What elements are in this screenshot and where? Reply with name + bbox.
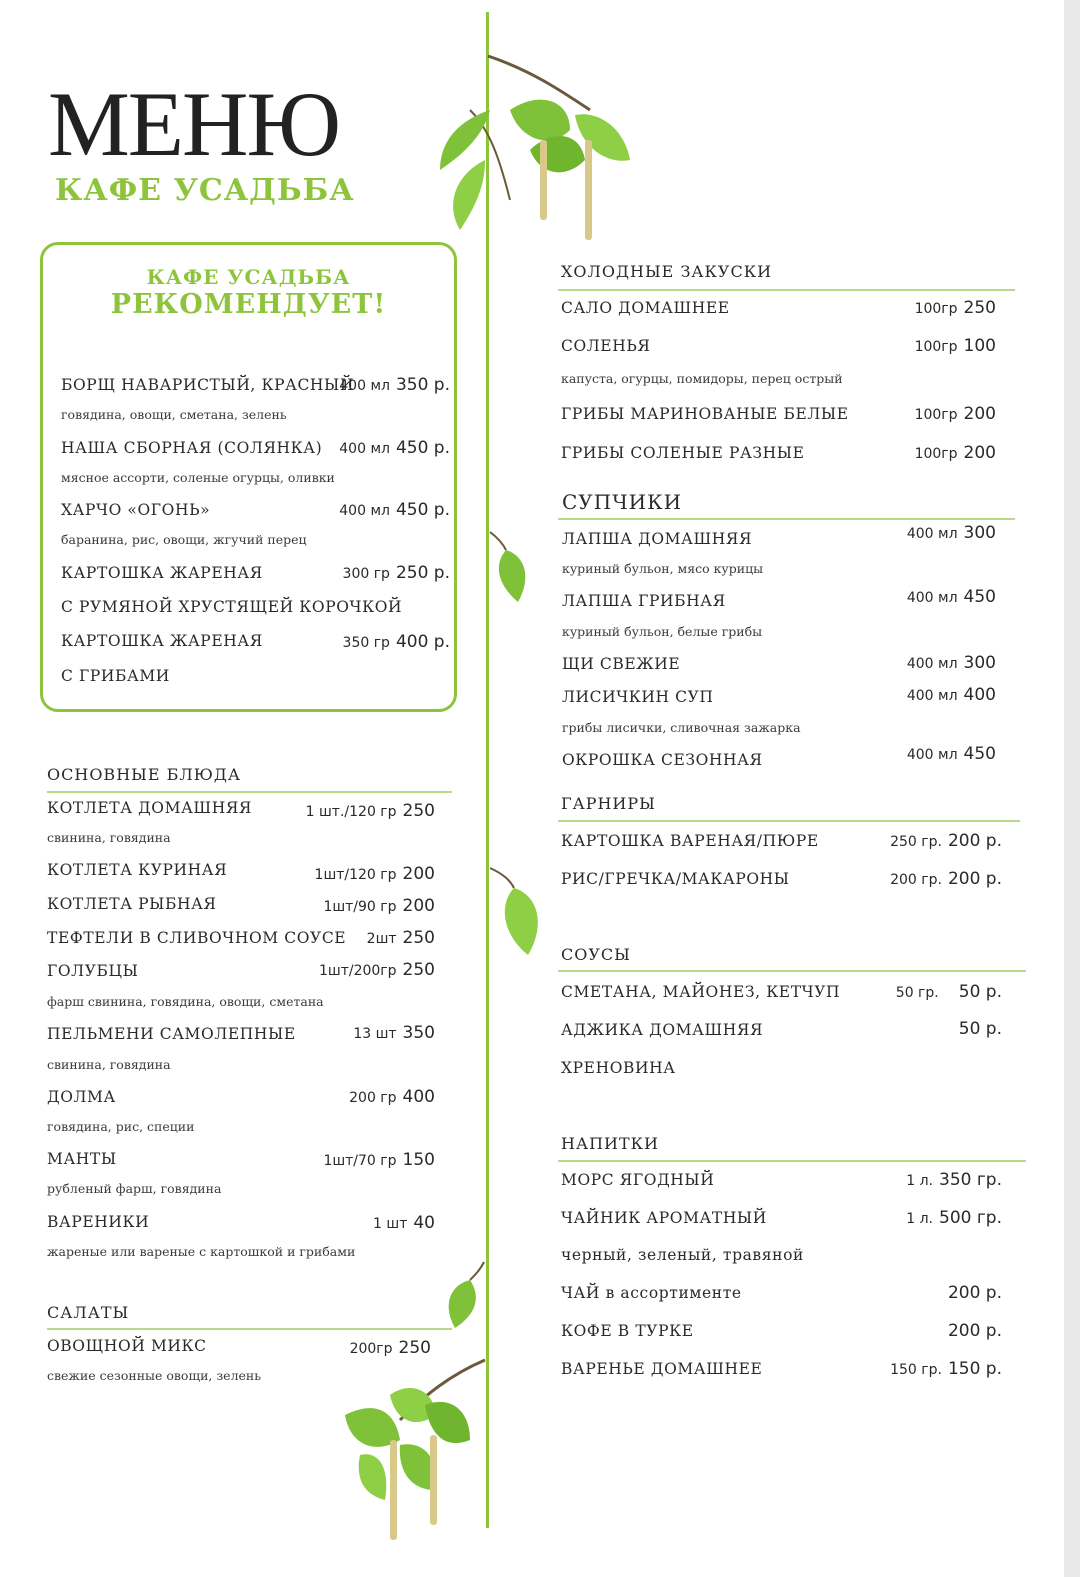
- menu-item-name: ЧАЙНИК АРОМАТНЫЙ: [561, 1209, 767, 1227]
- menu-item-price: [915, 336, 996, 356]
- menu-item-cost: 250: [402, 801, 435, 821]
- menu-item-unit: 150 гр.: [890, 1362, 942, 1378]
- menu-item-unit: 100гр: [914, 446, 958, 462]
- menu-item-price: [890, 869, 1002, 889]
- section-rule: [47, 1328, 452, 1330]
- recommend-title: РЕКОМЕНДУЕТ!: [110, 289, 387, 320]
- menu-item-desc: свинина, говядина: [47, 1057, 171, 1072]
- section-rule: [558, 289, 1015, 291]
- menu-item-name: САЛО ДОМАШНЕЕ: [561, 299, 730, 317]
- menu-item-unit: 200 гр.: [890, 872, 942, 888]
- menu-item-name: РИС/ГРЕЧКА/МАКАРОНЫ: [561, 870, 790, 888]
- section-rule: [558, 1160, 1026, 1162]
- section-rule: [558, 518, 1015, 520]
- menu-item-cost: 350: [402, 1023, 435, 1043]
- menu-item-price: [907, 685, 996, 705]
- section-rule: [558, 820, 1020, 822]
- menu-item-cost: 200: [963, 404, 996, 424]
- menu-item-name: ХАРЧО «ОГОНЬ»: [61, 501, 211, 519]
- menu-item-name: ЛИСИЧКИН СУП: [562, 688, 714, 706]
- menu-item-unit: 400 мл: [906, 656, 958, 672]
- menu-item-unit: 1шт/70 гр: [323, 1153, 397, 1169]
- menu-item-desc: куриный бульон, белые грибы: [562, 624, 763, 639]
- section-title-main: ОСНОВНЫЕ БЛЮДА: [47, 765, 241, 784]
- menu-item-name: ДОЛМА: [47, 1088, 116, 1106]
- section-title-drinks: НАПИТКИ: [561, 1134, 659, 1153]
- menu-item-price: [907, 744, 996, 764]
- menu-item-desc: свежие сезонные овощи, зелень: [47, 1368, 262, 1383]
- menu-item-unit: 250 гр.: [890, 834, 942, 850]
- section-rule: [47, 791, 452, 793]
- menu-item-name: ГРИБЫ СОЛЕНЫЕ РАЗНЫЕ: [561, 444, 805, 462]
- menu-item-price: [350, 1338, 431, 1358]
- menu-item-cost: 200 р.: [947, 831, 1002, 851]
- menu-item-desc: мясное ассорти, соленые огурцы, оливки: [61, 470, 335, 485]
- menu-item-unit: 1шт/90 гр: [323, 899, 397, 915]
- menu-item-price: [906, 1170, 1002, 1190]
- menu-item-cost: 450: [963, 744, 996, 764]
- menu-item-name: СМЕТАНА, МАЙОНЕЗ, КЕТЧУП: [561, 983, 841, 1001]
- menu-item-desc: капуста, огурцы, помидоры, перец острый: [561, 371, 843, 386]
- menu-item-cost: 200: [963, 443, 996, 463]
- menu-item-price: [323, 896, 435, 916]
- menu-item-cost: 50 р.: [958, 982, 1002, 1002]
- menu-item-unit: 1 л.: [906, 1173, 934, 1189]
- menu-item-price: [306, 801, 435, 821]
- menu-item-name: СОЛЕНЬЯ: [561, 337, 651, 355]
- menu-item-cost: 500 гр.: [939, 1208, 1002, 1228]
- menu-item-unit: 400 мл: [906, 526, 958, 542]
- menu-item-name: ЛАПША ГРИБНАЯ: [562, 592, 726, 610]
- menu-item-name: НАША СБОРНАЯ (СОЛЯНКА): [61, 439, 323, 457]
- menu-item-cost: 400 р.: [395, 632, 450, 652]
- menu-item-cost: 250 р.: [395, 563, 450, 583]
- menu-item-price: [907, 653, 996, 673]
- menu-item-price: [890, 831, 1002, 851]
- menu-item-name: черный, зеленый, травяной: [561, 1246, 804, 1264]
- menu-item-cost: 200 р.: [947, 1283, 1002, 1303]
- menu-item-desc: куриный бульон, мясо курицы: [562, 561, 764, 576]
- menu-item-name: ЩИ СВЕЖИЕ: [562, 655, 681, 673]
- menu-item-cost: 200 р.: [947, 869, 1002, 889]
- menu-item-name: МОРС ЯГОДНЫЙ: [561, 1171, 715, 1189]
- menu-item-name: ОВОЩНОЙ МИКС: [47, 1337, 207, 1355]
- menu-item-name: БОРЩ НАВАРИСТЫЙ, КРАСНЫЙ: [61, 376, 354, 394]
- menu-item-price: [907, 523, 996, 543]
- menu-item-unit: 200гр: [349, 1341, 393, 1357]
- menu-item-desc: грибы лисички, сливочная зажарка: [562, 720, 801, 735]
- menu-item-name: ОКРОШКА СЕЗОННАЯ: [562, 751, 763, 769]
- birch-branch-top-icon: [400, 50, 640, 250]
- menu-item-cost: 300: [963, 523, 996, 543]
- menu-item-desc: жареные или вареные с картошкой и грибами: [47, 1244, 356, 1259]
- menu-item-unit: 200 гр: [349, 1090, 397, 1106]
- menu-item-price: [349, 1087, 435, 1107]
- menu-item-name: ГОЛУБЦЫ: [47, 962, 139, 980]
- menu-item-price: [373, 1213, 435, 1233]
- section-rule: [558, 970, 1026, 972]
- menu-item-unit: 13 шт: [353, 1026, 397, 1042]
- cafe-name: КАФЕ УСАДЬБА: [55, 173, 355, 208]
- menu-item-price: [339, 375, 450, 395]
- menu-item-name: КОТЛЕТА КУРИНАЯ: [47, 861, 228, 879]
- menu-item-cost: 300: [963, 653, 996, 673]
- menu-item-name: КОФЕ В ТУРКЕ: [561, 1322, 694, 1340]
- menu-item-cost: 40: [413, 1213, 435, 1233]
- menu-item-price: [915, 298, 996, 318]
- menu-item-cost: 400: [963, 685, 996, 705]
- menu-item-cost: 150: [402, 1150, 435, 1170]
- menu-item-price: [323, 1150, 435, 1170]
- menu-item-price: [896, 982, 1002, 1002]
- menu-item-cost: 250: [963, 298, 996, 318]
- menu-item-name: КАРТОШКА ЖАРЕНАЯ: [61, 632, 263, 650]
- menu-item-unit: 1шт/200гр: [318, 963, 397, 979]
- section-title-soups: СУПЧИКИ: [562, 490, 683, 514]
- section-title-sides: ГАРНИРЫ: [561, 794, 656, 813]
- menu-item-unit: 100гр: [914, 339, 958, 355]
- menu-item-cost: 400: [402, 1087, 435, 1107]
- menu-item-name-line2: С РУМЯНОЙ ХРУСТЯЩЕЙ КОРОЧКОЙ: [61, 598, 403, 616]
- menu-item-unit: 400 мл: [339, 503, 390, 519]
- menu-item-price: [353, 1023, 435, 1043]
- menu-item-price: [915, 404, 996, 424]
- menu-item-price: [343, 632, 450, 652]
- menu-title: МЕНЮ: [48, 73, 339, 175]
- menu-item-unit: 100гр: [914, 301, 958, 317]
- menu-item-price: [948, 1321, 1002, 1341]
- menu-item-price: [907, 587, 996, 607]
- menu-item-unit: 1шт/120 гр: [314, 867, 397, 883]
- menu-item-desc: свинина, говядина: [47, 830, 171, 845]
- menu-item-unit: 400 мл: [906, 747, 958, 763]
- menu-item-name: КАРТОШКА ЖАРЕНАЯ: [61, 564, 263, 582]
- menu-item-desc: рубленый фарш, говядина: [47, 1181, 222, 1196]
- menu-item-price: [948, 1283, 1002, 1303]
- menu-item-name: МАНТЫ: [47, 1150, 117, 1168]
- menu-item-unit: 400 мл: [906, 688, 958, 704]
- menu-item-unit: 1 шт./120 гр: [305, 804, 397, 820]
- section-title-cold: ХОЛОДНЫЕ ЗАКУСКИ: [561, 262, 773, 281]
- menu-item-price: [343, 563, 450, 583]
- menu-item-price: [890, 1359, 1002, 1379]
- menu-item-name-line2: С ГРИБАМИ: [61, 667, 170, 685]
- menu-item-name: ВАРЕНЬЕ ДОМАШНЕЕ: [561, 1360, 763, 1378]
- menu-item-unit: 1 л.: [906, 1211, 934, 1227]
- menu-item-cost: 150 р.: [947, 1359, 1002, 1379]
- menu-item-name: ХРЕНОВИНА: [561, 1059, 676, 1077]
- menu-item-price: [959, 1019, 1002, 1039]
- menu-item-name: АДЖИКА ДОМАШНЯЯ: [561, 1021, 764, 1039]
- menu-item-cost: 50 р.: [958, 1019, 1002, 1039]
- menu-item-cost: 250: [402, 928, 435, 948]
- menu-item-price: [339, 500, 450, 520]
- menu-item-name: ПЕЛЬМЕНИ САМОЛЕПНЫЕ: [47, 1025, 296, 1043]
- menu-item-price: [915, 443, 996, 463]
- menu-item-unit: 2шт: [366, 931, 397, 947]
- menu-item-desc: фарш свинина, говядина, овощи, сметана: [47, 994, 324, 1009]
- recommend-title-cafe: КАФЕ УСАДЬБА: [146, 265, 351, 289]
- menu-item-cost: 200: [402, 864, 435, 884]
- menu-item-cost: 350 гр.: [939, 1170, 1002, 1190]
- menu-item-cost: 350 р.: [395, 375, 450, 395]
- menu-item-price: [906, 1208, 1002, 1228]
- menu-item-name: ГРИБЫ МАРИНОВАНЫЕ БЕЛЫЕ: [561, 405, 849, 423]
- menu-item-name: КОТЛЕТА РЫБНАЯ: [47, 895, 217, 913]
- menu-item-cost: 250: [398, 1338, 431, 1358]
- menu-item-cost: 450: [963, 587, 996, 607]
- menu-item-cost: 200 р.: [947, 1321, 1002, 1341]
- menu-item-unit: 50 гр.: [895, 985, 939, 1001]
- menu-item-price: [339, 438, 450, 458]
- menu-item-cost: 450 р.: [395, 500, 450, 520]
- menu-item-cost: 200: [402, 896, 435, 916]
- menu-item-unit: 400 мл: [339, 441, 390, 457]
- menu-item-desc: говядина, овощи, сметана, зелень: [61, 407, 287, 422]
- menu-item-unit: 100гр: [914, 407, 958, 423]
- section-title-sauces: СОУСЫ: [561, 945, 631, 964]
- menu-item-price: [367, 928, 435, 948]
- birch-branch-bottom-icon: [330, 1355, 490, 1555]
- birch-leaf-mid2-icon: [488, 860, 548, 960]
- menu-item-cost: 100: [963, 336, 996, 356]
- menu-item-name: ТЕФТЕЛИ В СЛИВОЧНОМ СОУСЕ: [47, 929, 347, 947]
- menu-item-unit: 400 мл: [906, 590, 958, 606]
- menu-item-unit: 400 мл: [339, 378, 390, 394]
- menu-item-desc: говядина, рис, специи: [47, 1119, 195, 1134]
- menu-item-cost: 450 р.: [395, 438, 450, 458]
- menu-item-unit: 350 гр: [342, 635, 390, 651]
- menu-item-name: ЧАЙ в ассортименте: [561, 1284, 742, 1302]
- menu-item-price: [315, 864, 435, 884]
- menu-item-name: КАРТОШКА ВАРЕНАЯ/ПЮРЕ: [561, 832, 819, 850]
- menu-item-price: [319, 960, 435, 980]
- menu-item-desc: баранина, рис, овощи, жгучий перец: [61, 532, 307, 547]
- menu-item-unit: 1 шт: [373, 1216, 408, 1232]
- menu-item-name: КОТЛЕТА ДОМАШНЯЯ: [47, 799, 253, 817]
- menu-item-name: ВАРЕНИКИ: [47, 1213, 150, 1231]
- menu-item-name: ЛАПША ДОМАШНЯЯ: [562, 530, 753, 548]
- section-title-salads: САЛАТЫ: [47, 1303, 130, 1322]
- birch-leaf-low-icon: [440, 1260, 488, 1330]
- menu-item-unit: 300 гр: [342, 566, 390, 582]
- menu-item-cost: 250: [402, 960, 435, 980]
- birch-leaf-mid-icon: [488, 530, 538, 605]
